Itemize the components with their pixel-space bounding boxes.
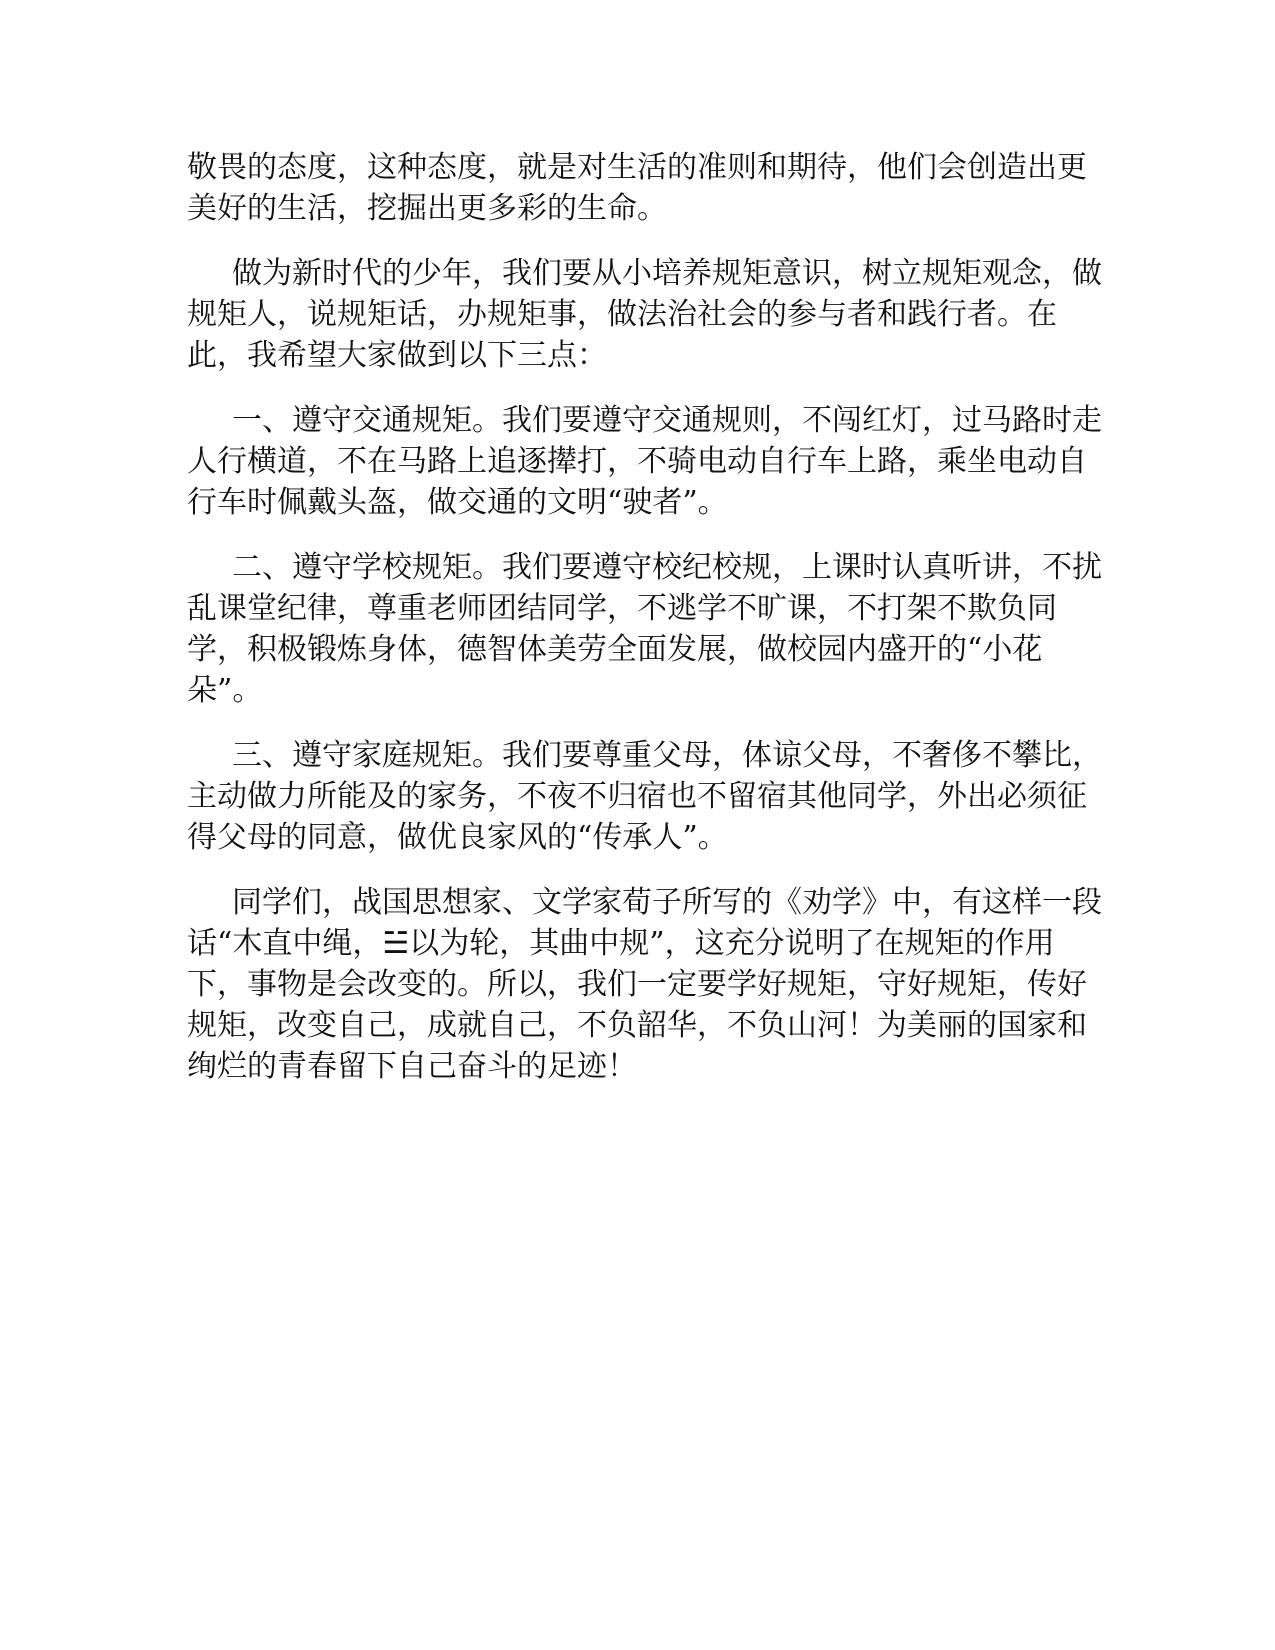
paragraph-point-traffic [187, 400, 1102, 523]
text-line: 美好的生活，挖掘出更多彩的生命。 [187, 191, 667, 226]
text-line: 同学们，战国思想家、文学家荀子所写的《劝学》中，有这样一段 [232, 885, 1102, 920]
text-line: 乱课堂纪律，尊重老师团结同学，不逃学不旷课，不打架不欺负同 [187, 591, 1057, 626]
text-line: 话“木直中绳，☱以为轮，其曲中规”，这充分说明了在规矩的作用 [187, 926, 1055, 961]
text-line: 下，事物是会改变的。所以，我们一定要学好规矩，守好规矩，传好 [187, 967, 1087, 1002]
text-line: 人行横道，不在马路上追逐撵打，不骑电动自行车上路，乘坐电动自 [187, 444, 1087, 479]
paragraph-point-school [187, 547, 1102, 711]
paragraph-continuation [187, 147, 1092, 229]
paragraph-conclusion [187, 882, 1102, 1087]
text-line: 一、遵守交通规矩。我们要遵守交通规则，不闯红灯，过马路时走 [232, 403, 1102, 438]
paragraph-point-family [187, 735, 1102, 858]
text-line: 做为新时代的少年，我们要从小培养规矩意识，树立规矩观念，做 [232, 256, 1102, 291]
text-line: 二、遵守学校规矩。我们要遵守校纪校规，上课时认真听讲，不扰 [232, 550, 1102, 585]
text-line: 此，我希望大家做到以下三点： [187, 338, 607, 373]
paragraph-intro [187, 253, 1102, 376]
text-line: 学，积极锻炼身体，德智体美劳全面发展，做校园内盛开的“小花 [187, 632, 1043, 667]
document-body [187, 147, 1102, 1111]
text-line: 规矩人，说规矩话，办规矩事，做法治社会的参与者和践行者。在 [187, 297, 1057, 332]
text-line: 行车时佩戴头盔，做交通的文明“驶者”。 [187, 485, 728, 520]
text-line: 得父母的同意，做优良家风的“传承人”。 [187, 820, 728, 855]
text-line: 敬畏的态度，这种态度，就是对生活的准则和期待，他们会创造出更 [187, 150, 1087, 185]
text-line: 三、遵守家庭规矩。我们要尊重父母，体谅父母，不奢侈不攀比， [232, 738, 1102, 773]
text-line: 朵”。 [187, 673, 263, 708]
text-line: 规矩，改变自己，成就自己，不负韶华，不负山河！为美丽的国家和 [187, 1008, 1087, 1043]
text-line: 主动做力所能及的家务，不夜不归宿也不留宿其他同学，外出必须征 [187, 779, 1087, 814]
text-line: 绚烂的青春留下自己奋斗的足迹！ [187, 1049, 637, 1084]
